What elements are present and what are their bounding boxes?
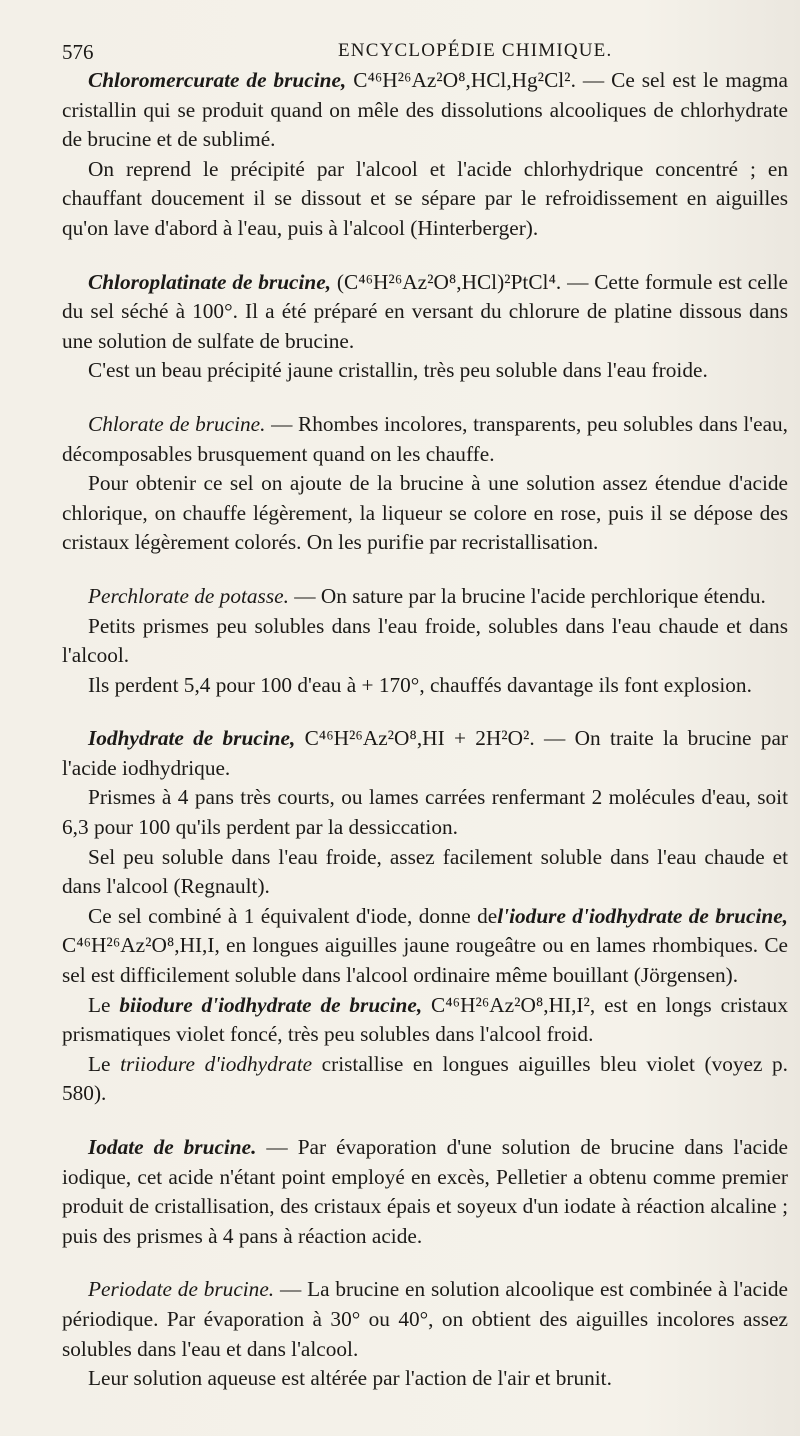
paragraph: Leur solution aqueuse est altérée par l'action de l'air et brunit. [88, 1366, 612, 1391]
section-chloroplatinate [62, 268, 788, 357]
entry-title: Chloromercurate de brucine, [88, 68, 347, 92]
paragraph-triiodure [62, 1050, 788, 1109]
compound-term: l'iodure d'iodhydrate de brucine, [497, 903, 788, 928]
section-iodate [62, 1133, 788, 1251]
text: cristallise en longues aiguilles bleu violet (voyez p. 580). [62, 1051, 788, 1106]
paragraph: Petits prismes peu solubles dans l'eau froide, solubles dans l'eau chaude et dans l'alcool. [62, 613, 788, 668]
text: Le [88, 1051, 111, 1076]
running-title: ENCYCLOPÉDIE CHIMIQUE. [338, 40, 613, 61]
entry-title: Iodhydrate de brucine, [88, 726, 296, 751]
entry-intro: — Cette formule est celle du sel séché à 100°. Il a été préparé en versant du chlorure de platine dissous dans une solution de sulfate de brucine. [62, 269, 788, 353]
compound-term: triiodure d'iodhydrate [120, 1051, 313, 1076]
paragraph-iodure [62, 902, 788, 991]
chemical-formula: (C⁴⁶H²⁶Az²O⁸,HCl)²PtCl⁴. [336, 269, 562, 294]
paragraph: Ils perdent 5,4 pour 100 d'eau à + 170°, chauffés davantage ils font explosion. [88, 672, 752, 697]
entry-intro: — Rhombes incolores, transparents, peu solubles dans l'eau, décomposables brusquement quand on les chauffe. [62, 411, 789, 466]
chemical-formula: C⁴⁶H²⁶Az²O⁸,HCl,Hg²Cl². [353, 68, 576, 92]
entry-intro: — Par évaporation d'une solution de brucine dans l'acide iodique, cet acide n'étant point employé en excès, Pelletier a obtenu comme premier produit de cristallisation, des cristaux épais et soyeux d'un iodate à réaction alcaline ; puis des prismes à 4 pans à réaction acide. [62, 1135, 788, 1248]
entry-title: Iodate de brucine. [88, 1135, 257, 1159]
section-iodhydrate [62, 724, 788, 783]
entry-intro: — La brucine en solution alcoolique est combinée à l'acide périodique. Par évaporation à 30° ou 40°, on obtient des aiguilles incolores assez solubles dans l'eau et dans l'alcool. [62, 1277, 788, 1361]
paragraph: Prismes à 4 pans très courts, ou lames carrées renfermant 2 molécules d'eau, soit 6,3 pour 100 qu'ils perdent par la dessiccation. [62, 785, 788, 840]
page-body [62, 66, 788, 1394]
text: Ce sel combiné à 1 équivalent d'iode, donne de [88, 903, 498, 928]
page-header [62, 38, 770, 62]
paragraph: Sel peu soluble dans l'eau froide, assez facilement soluble dans l'eau chaude et dans l'alcool (Regnault). [62, 844, 788, 899]
paragraph-biiodure [62, 991, 788, 1050]
section-periodate [62, 1275, 788, 1364]
section-perchlorate [62, 582, 788, 612]
entry-intro: — Ce sel est le magma cristallin qui se produit quand on mêle des dissolutions alcooliques de chlorhydrate de brucine et de sublimé. [62, 68, 789, 152]
paragraph: Pour obtenir ce sel on ajoute de la brucine à une solution assez étendue d'acide chlorique, on chauffe légèrement, la liqueur se colore en rose, puis il se dépose des cristaux légèrement colorés. On les purifie par recristallisation. [62, 471, 788, 555]
paragraph: C'est un beau précipité jaune cristallin, très peu soluble dans l'eau froide. [88, 358, 708, 383]
text: C⁴⁶H²⁶Az²O⁸,HI,I², est en longs cristaux prismatiques violet foncé, très peu solubles dans l'alcool froid. [62, 992, 788, 1047]
section-chloromercurate [62, 66, 788, 155]
text: C⁴⁶H²⁶Az²O⁸,HI,I, en longues aiguilles jaune rougeâtre ou en lames rhombiques. Ce sel est difficilement soluble dans l'alcool ordinaire même bouillant (Jörgensen). [62, 933, 788, 988]
page-number: 576 [62, 40, 94, 64]
entry-intro: — On sature par la brucine l'acide perchlorique étendu. [294, 583, 766, 608]
chemical-formula: C⁴⁶H²⁶Az²O⁸,HI + 2H²O². [304, 726, 535, 751]
entry-title: Perchlorate de potasse. [88, 583, 289, 608]
entry-intro: — On traite la brucine par l'acide iodhydrique. [62, 726, 788, 780]
entry-title: Chlorate de brucine. [88, 411, 266, 436]
section-chlorate [62, 410, 788, 469]
compound-term: biiodure d'iodhydrate de brucine, [119, 992, 423, 1017]
entry-title: Chloroplatinate de brucine, [88, 269, 332, 294]
text: Le [88, 992, 111, 1017]
entry-title: Periodate de brucine. [88, 1277, 275, 1302]
paragraph: On reprend le précipité par l'alcool et l'acide chlorhydrique concentré ; en chauffant doucement il se dissout et se sépare par le refroidissement en aiguilles qu'on lave d'abord à l'eau, puis à l'alcool (Hinterberger). [62, 156, 788, 240]
